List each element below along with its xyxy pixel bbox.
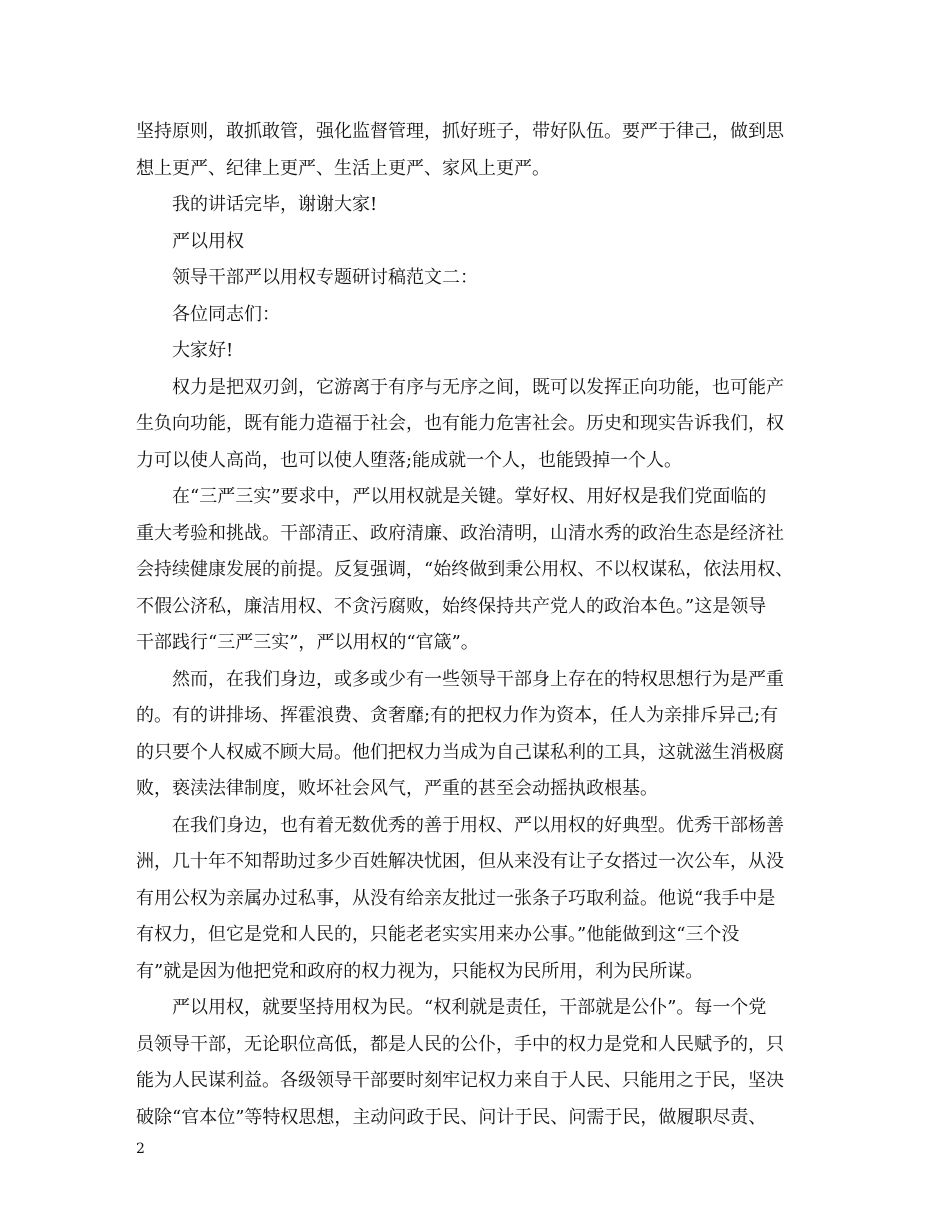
text-line: 在我们身边，也有着无数优秀的善于用权、严以用权的好典型。优秀干部杨善 bbox=[172, 814, 784, 836]
text-line: 严以用权 bbox=[172, 230, 244, 252]
text-line: 力可以使人高尚，也可以使人堕落;能成就一个人，也能毁掉一个人。 bbox=[136, 449, 683, 471]
text-line: 有权力，但它是党和人民的，只能老老实实用来办公事。”他能做到这“三个没 bbox=[136, 924, 740, 945]
text-line: 有”就是因为他把党和政府的权力视为，只能权为民所用，利为民所谋。 bbox=[136, 960, 704, 982]
text-line: 各位同志们： bbox=[172, 303, 280, 325]
text-line: 领导干部严以用权专题研讨稿范文二： bbox=[172, 267, 478, 288]
text-line: 败，亵渎法律制度，败坏社会风气，严重的甚至会动摇执政根基。 bbox=[136, 778, 658, 799]
text-line: 在“三严三实”要求中，严以用权就是关键。掌好权、用好权是我们党面临的 bbox=[172, 486, 767, 507]
text-line: 想上更严、纪律上更严、生活上更严、家风上更严。 bbox=[136, 157, 550, 179]
text-line: 破除“官本位”等特权思想，主动问政于民、问计于民、问需于民，做履职尽责、 bbox=[136, 1106, 767, 1128]
text-line: 然而，在我们身边，或多或少有一些领导干部身上存在的特权思想行为是严重 bbox=[172, 668, 784, 690]
text-line: 生负向功能，既有能力造福于社会，也有能力危害社会。历史和现实告诉我们，权 bbox=[136, 413, 784, 434]
text-line: 会持续健康发展的前提。反复强调，“始终做到秉公用权、不以权谋私，依法用权、 bbox=[136, 559, 794, 580]
text-line: 洲，几十年不知帮助过多少百姓解决忧困，但从来没有让子女搭过一次公车，从没 bbox=[136, 851, 784, 872]
text-line: 大家好! bbox=[172, 340, 234, 361]
page-number: 2 bbox=[136, 1141, 145, 1157]
text-line: 严以用权，就要坚持用权为民。“权利就是责任，干部就是公仆”。每一个党 bbox=[172, 997, 767, 1018]
text-line: 干部践行“三严三实”，严以用权的“官箴”。 bbox=[136, 632, 479, 653]
text-line: 有用公权为亲属办过私事，从没有给亲友批过一张条子巧取利益。他说“我手中是 bbox=[136, 887, 776, 909]
text-line: 不假公济私，廉洁用权、不贪污腐败，始终保持共产党人的政治本色。”这是领导 bbox=[136, 595, 767, 617]
text-line: 能为人民谋利益。各级领导干部要时刻牢记权力来自于人民、只能用之于民，坚决 bbox=[136, 1070, 784, 1091]
text-line: 我的讲话完毕，谢谢大家! bbox=[172, 194, 378, 215]
text-line: 的。有的讲排场、挥霍浪费、贪奢靡;有的把权力作为资本，任人为亲排斥异己;有 bbox=[136, 705, 779, 726]
text-line: 重大考验和挑战。干部清正、政府清廉、政治清明，山清水秀的政治生态是经济社 bbox=[136, 522, 784, 544]
text-line: 的只要个人权威不顾大局。他们把权力当成为自己谋私利的工具，这就滋生消极腐 bbox=[136, 741, 784, 763]
document-body bbox=[136, 114, 816, 1136]
text-line: 权力是把双刃剑，它游离于有序与无序之间，既可以发挥正向功能，也可能产 bbox=[172, 376, 784, 398]
text-line: 员领导干部，无论职位高低，都是人民的公仆，手中的权力是党和人民赋予的，只 bbox=[136, 1033, 784, 1055]
text-line: 坚持原则，敢抓敢管，强化监督管理，抓好班子，带好队伍。要严于律己，做到思 bbox=[136, 121, 784, 142]
